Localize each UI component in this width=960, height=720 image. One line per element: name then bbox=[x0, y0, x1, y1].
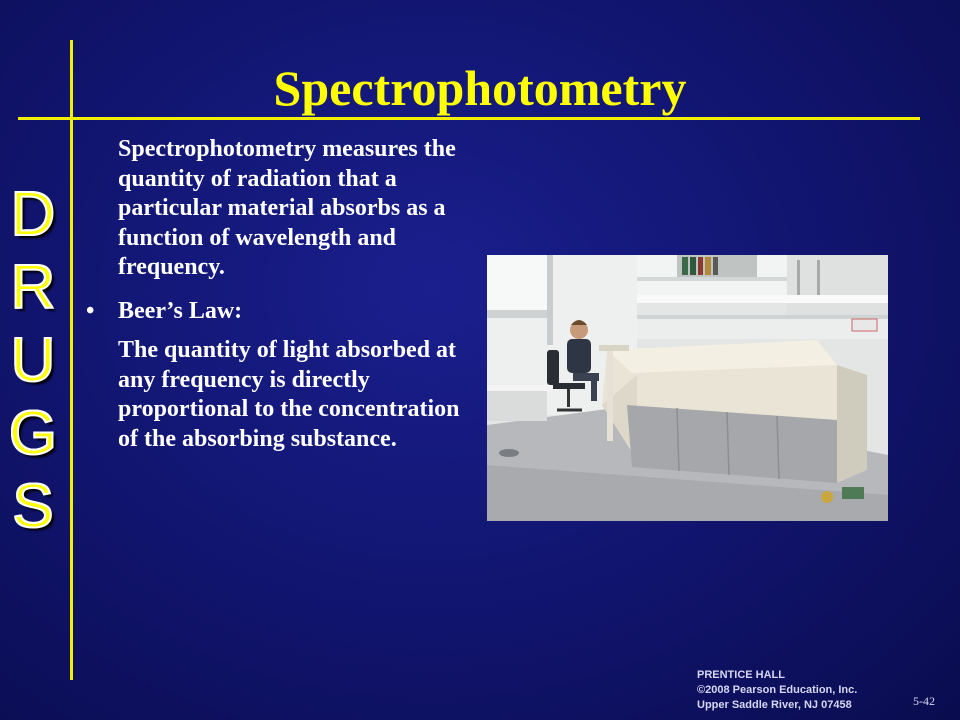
drugs-letter-r: R bbox=[10, 253, 56, 322]
spectrophotometer-lab-photo bbox=[487, 255, 888, 521]
bullet-label: Beer’s Law: bbox=[118, 297, 243, 324]
slide-body bbox=[86, 135, 478, 454]
publisher-footer bbox=[697, 668, 857, 713]
drugs-letter-u: U bbox=[10, 326, 56, 395]
drugs-vertical-logo bbox=[4, 178, 62, 543]
footer-address: Upper Saddle River, NJ 07458 bbox=[697, 699, 852, 711]
footer-copyright: ©2008 Pearson Education, Inc. bbox=[697, 684, 858, 696]
bullet-marker: • bbox=[86, 297, 95, 324]
bullet-item bbox=[86, 297, 478, 327]
drugs-letter-s: S bbox=[12, 472, 54, 541]
definition-paragraph: Spectrophotometry measures the quantity of radiation that a particular material absorbs as a function of wavelength and frequency. bbox=[118, 136, 456, 280]
page-number: 5-42 bbox=[913, 694, 935, 708]
vertical-rule bbox=[70, 40, 73, 680]
drugs-letter-d: D bbox=[10, 180, 56, 249]
beers-law-paragraph: The quantity of light absorbed at any frequency is directly proportional to the concentration of the absorbing substance. bbox=[118, 337, 460, 452]
footer-publisher: PRENTICE HALL bbox=[697, 669, 785, 681]
drugs-letter-g: G bbox=[8, 399, 58, 468]
slide-title: Spectrophotometry bbox=[273, 60, 687, 116]
